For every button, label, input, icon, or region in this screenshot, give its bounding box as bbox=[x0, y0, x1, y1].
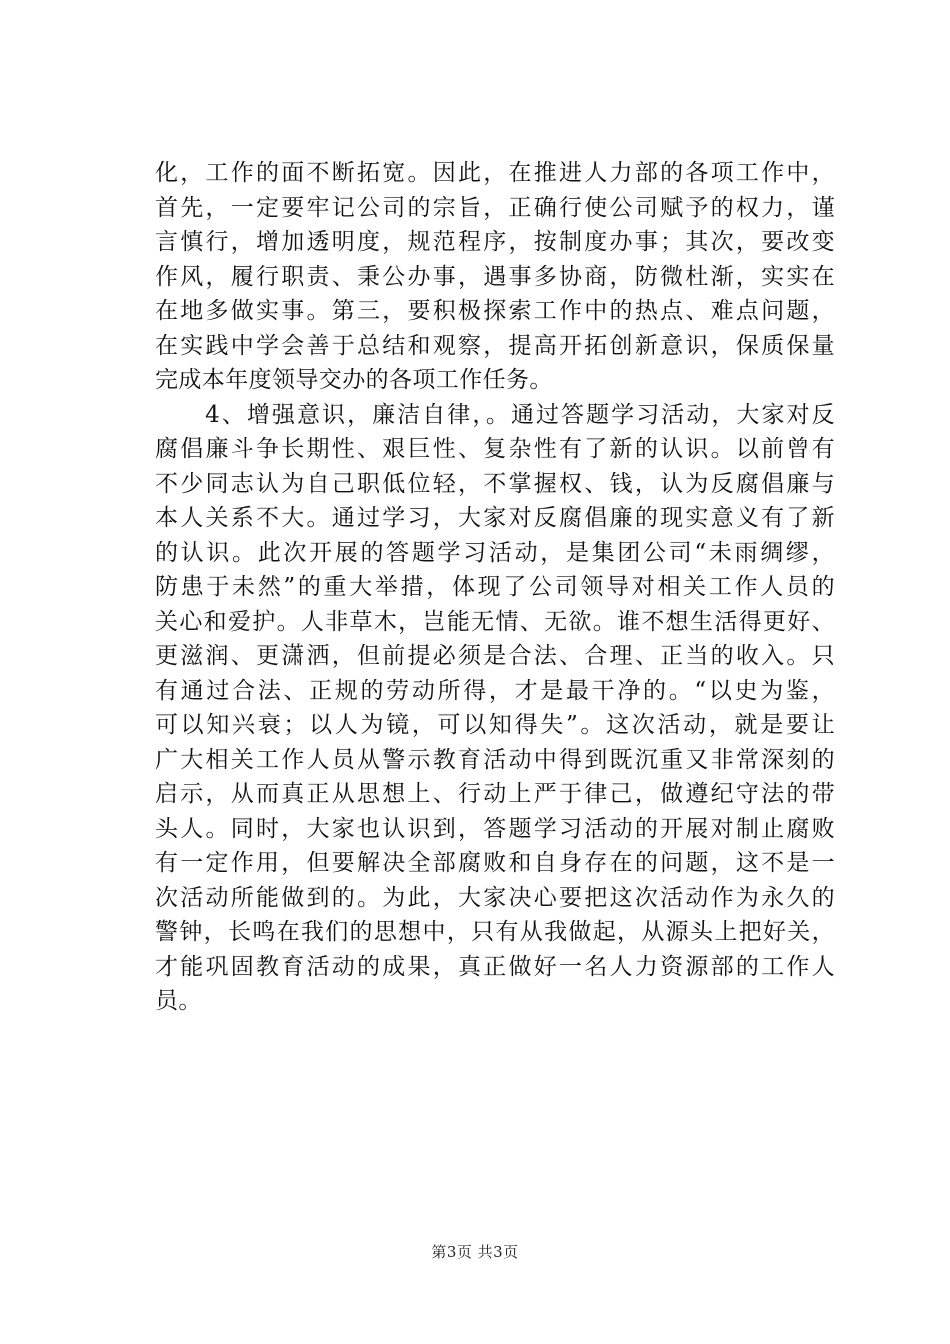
text-line: 本人关系不大。通过学习，大家对反腐倡廉的现实意义有了新 bbox=[155, 505, 835, 531]
text-line: 头人。同时，大家也认识到，答题学习活动的开展对制止腐败 bbox=[155, 815, 835, 842]
text-line: 可以知兴衰；以人为镜，可以知得失”。这次活动，就是要让 bbox=[155, 712, 835, 738]
text-line: 启示，从而真正从思想上、行动上严于律己，做遵纪守法的带 bbox=[155, 781, 835, 807]
text-line: 化，工作的面不断拓宽。因此，在推进人力部的各项工作中， bbox=[155, 160, 835, 186]
text-line: 4、增强意识，廉洁自律，。通过答题学习活动，大家对反 bbox=[155, 401, 835, 428]
text-line: 在实践中学会善于总结和观察，提高开拓创新意识，保质保量 bbox=[155, 332, 835, 359]
text-line: 防患于未然”的重大举措，体现了公司领导对相关工作人员的 bbox=[155, 574, 835, 600]
text-line: 警钟，长鸣在我们的思想中，只有从我做起，从源头上把好关， bbox=[155, 919, 835, 945]
text-line: 腐倡廉斗争长期性、艰巨性、复杂性有了新的认识。以前曾有 bbox=[155, 436, 835, 462]
text-line: 首先，一定要牢记公司的宗旨，正确行使公司赋予的权力，谨 bbox=[155, 194, 835, 221]
text-line: 言慎行，增加透明度，规范程序，按制度办事；其次，要改变 bbox=[155, 229, 835, 255]
text-line: 有通过合法、正规的劳动所得，才是最干净的。“以史为鉴， bbox=[155, 677, 835, 704]
text-line: 不少同志认为自己职低位轻，不掌握权、钱，认为反腐倡廉与 bbox=[155, 470, 835, 497]
text-line: 的认识。此次开展的答题学习活动，是集团公司“未雨绸缪， bbox=[155, 539, 835, 566]
text-line: 有一定作用，但要解决全部腐败和自身存在的问题，这不是一 bbox=[155, 850, 835, 876]
text-line: 员。 bbox=[155, 988, 202, 1014]
body-text bbox=[155, 156, 835, 1019]
text-line: 完成本年度领导交办的各项工作任务。 bbox=[155, 367, 553, 393]
text-line: 才能巩固教育活动的成果，真正做好一名人力资源部的工作人 bbox=[155, 953, 835, 980]
page-number-footer: 第3页 共3页 bbox=[431, 1243, 519, 1261]
text-line: 作风，履行职责、秉公办事，遇事多协商，防微杜渐，实实在 bbox=[155, 263, 835, 290]
text-line: 次活动所能做到的。为此，大家决心要把这次活动作为永久的 bbox=[155, 884, 835, 911]
text-line: 广大相关工作人员从警示教育活动中得到既沉重又非常深刻的 bbox=[155, 746, 835, 773]
text-line: 在地多做实事。第三，要积极探索工作中的热点、难点问题， bbox=[155, 298, 835, 324]
text-line: 更滋润、更潇洒，但前提必须是合法、合理、正当的收入。只 bbox=[155, 643, 835, 669]
text-line: 关心和爱护。人非草木，岂能无情、无欲。谁不想生活得更好、 bbox=[155, 608, 835, 635]
